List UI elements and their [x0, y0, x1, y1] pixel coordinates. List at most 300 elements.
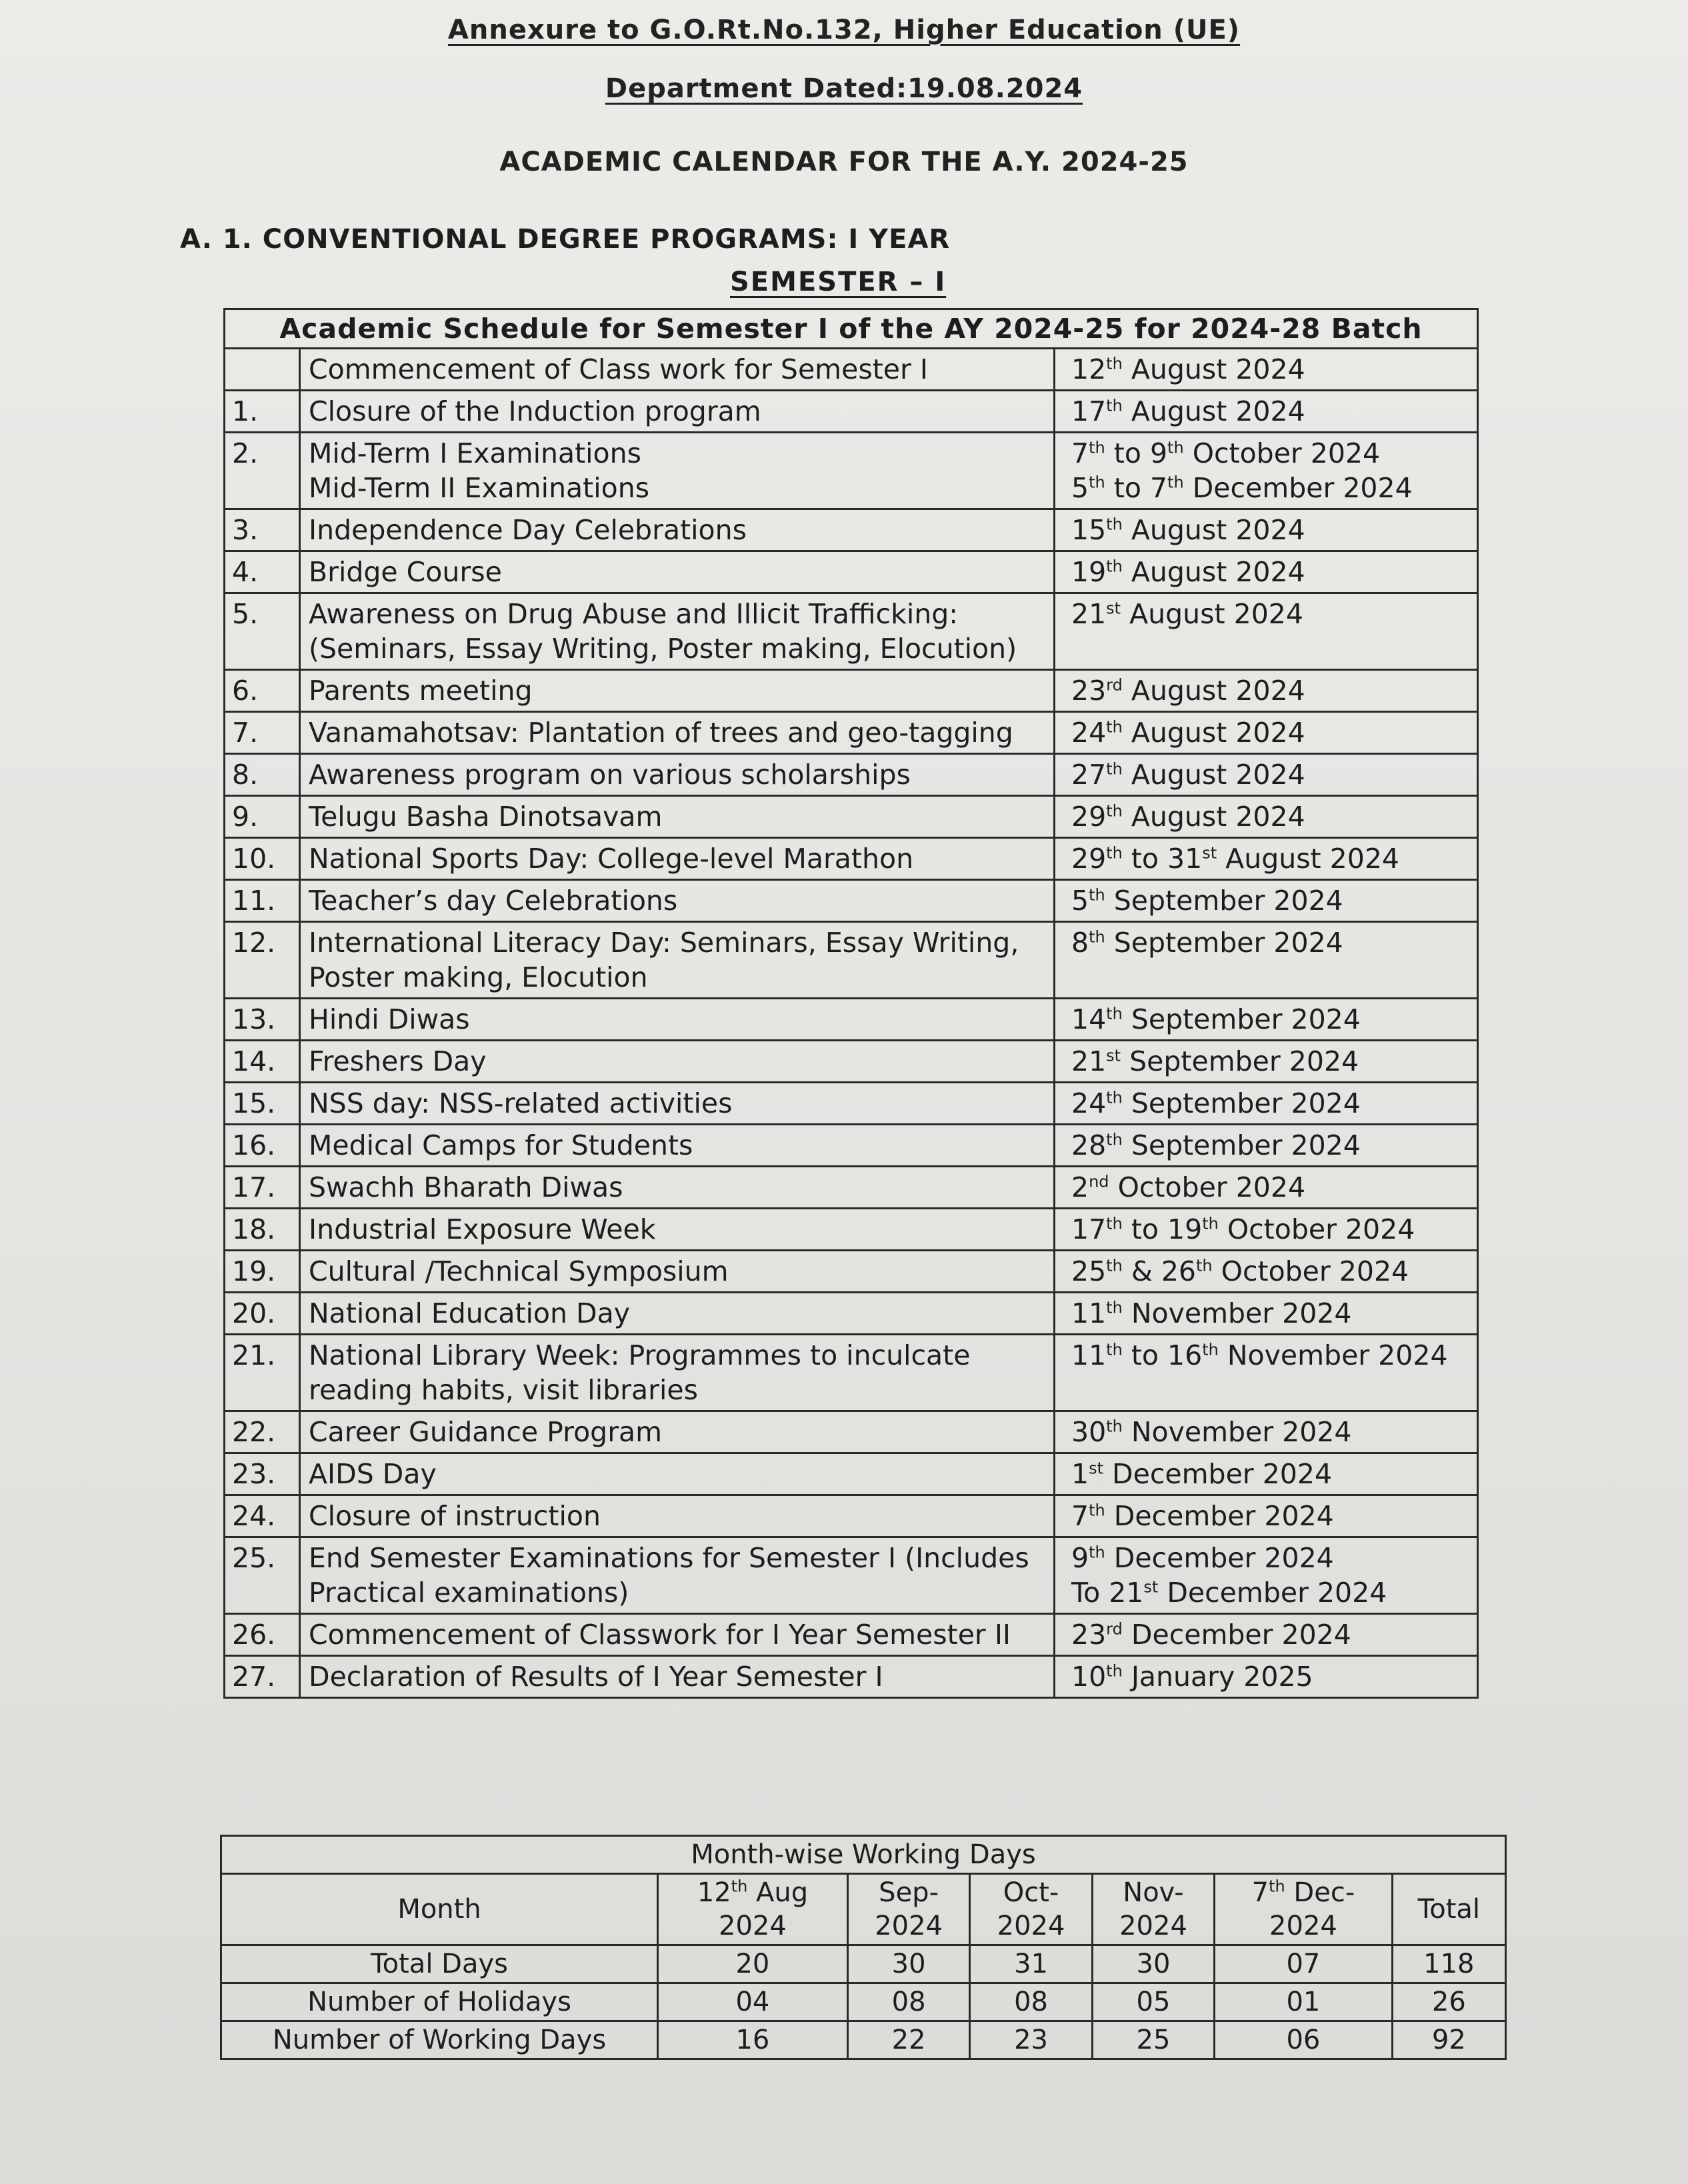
- date-line: [1071, 1575, 1469, 1610]
- month-text: Aug: [747, 1877, 809, 1908]
- date-cell: [1055, 880, 1478, 922]
- row-label: Total Days: [221, 1945, 658, 1983]
- row-number: 11.: [225, 880, 300, 922]
- event-name: Vanamahotsav: Plantation of trees and geo-tagging: [309, 717, 1013, 749]
- date-suffix: th: [1089, 1501, 1105, 1520]
- date-cell: [1055, 1614, 1478, 1656]
- total-header: Total: [1392, 1874, 1505, 1945]
- date-text: September 2024: [1122, 1087, 1361, 1119]
- event-name: Closure of the Induction program: [309, 395, 761, 427]
- date-line: [1071, 673, 1469, 708]
- date-cell: [1055, 838, 1478, 880]
- date-line: [1071, 1415, 1469, 1449]
- row-number: [225, 349, 300, 391]
- event-cell: [300, 712, 1055, 754]
- event-name: Awareness on Drug Abuse and Illicit Trafficking: (Seminars, Essay Writing, Poster making, Elocution): [309, 598, 1017, 665]
- date-line: [1071, 1044, 1469, 1079]
- schedule-row: [225, 922, 1478, 999]
- date-line: [1071, 1617, 1469, 1652]
- date-text: to 31: [1122, 843, 1203, 875]
- row-number: 5.: [225, 593, 300, 670]
- date-text: December 2024: [1105, 1542, 1334, 1574]
- date-suffix: th: [1106, 396, 1123, 415]
- date-suffix: th: [1106, 557, 1123, 576]
- date-text: & 26: [1122, 1255, 1197, 1287]
- date-line: [1071, 1659, 1469, 1694]
- month-line: [1219, 1876, 1387, 1909]
- date-suffix: th: [1089, 885, 1105, 905]
- schedule-row: [225, 349, 1478, 391]
- row-number: 25.: [225, 1537, 300, 1614]
- row-number: 20.: [225, 1293, 300, 1335]
- date-text: to 16: [1122, 1339, 1203, 1371]
- row-number: 1.: [225, 391, 300, 433]
- date-text: 12: [1071, 353, 1107, 385]
- date-line: [1071, 394, 1469, 429]
- event-name: Cultural /Technical Symposium: [309, 1255, 729, 1287]
- schedule-row: [225, 1251, 1478, 1293]
- date-text: November 2024: [1218, 1339, 1448, 1371]
- schedule-row: [225, 1411, 1478, 1453]
- date-text: 28: [1071, 1129, 1107, 1161]
- date-text: 17: [1071, 1213, 1107, 1245]
- date-text: November 2024: [1122, 1297, 1352, 1329]
- date-line: [1071, 1338, 1469, 1373]
- day-count: 25: [1092, 2021, 1214, 2059]
- date-text: 7: [1071, 1500, 1089, 1532]
- event-cell: [300, 999, 1055, 1041]
- date-suffix: th: [1089, 927, 1105, 947]
- month-text: 7: [1251, 1877, 1269, 1908]
- date-text: August 2024: [1122, 353, 1305, 385]
- month-text: Oct-: [1003, 1877, 1059, 1908]
- event-name: Bridge Course: [309, 556, 502, 588]
- date-text: 30: [1071, 1416, 1107, 1448]
- event-cell: [300, 1125, 1055, 1167]
- date-suffix: th: [1089, 438, 1105, 457]
- date-line: [1071, 1212, 1469, 1247]
- date-text: to 9: [1105, 437, 1168, 469]
- event-name: End Semester Examinations for Semester I (Includes Practical examinations): [309, 1542, 1029, 1609]
- row-number: 14.: [225, 1041, 300, 1083]
- event-cell: [300, 1209, 1055, 1251]
- working-days-title: Month-wise Working Days: [221, 1836, 1506, 1874]
- date-text: 5: [1071, 472, 1089, 504]
- date-text: August 2024: [1122, 759, 1305, 791]
- date-line: [1071, 841, 1469, 876]
- event-cell: [300, 1251, 1055, 1293]
- schedule-row: [225, 880, 1478, 922]
- date-text: January 2025: [1122, 1661, 1313, 1693]
- date-line: [1071, 1254, 1469, 1289]
- date-suffix: th: [1089, 473, 1105, 492]
- month-line: [975, 1876, 1087, 1909]
- day-count: 06: [1215, 2021, 1392, 2059]
- date-suffix: th: [1106, 1298, 1123, 1317]
- event-cell: [300, 880, 1055, 922]
- date-suffix: th: [1106, 1004, 1123, 1023]
- date-line: [1071, 555, 1469, 589]
- row-total: 118: [1392, 1945, 1505, 1983]
- event-cell: [300, 754, 1055, 796]
- date-line: [1071, 715, 1469, 750]
- date-text: 2: [1071, 1171, 1089, 1203]
- date-text: 19: [1071, 556, 1107, 588]
- event-cell: [300, 1411, 1055, 1453]
- date-text: October 2024: [1218, 1213, 1415, 1245]
- event-name: NSS day: NSS-related activities: [309, 1087, 733, 1119]
- date-text: To 21: [1071, 1577, 1144, 1609]
- working-days-table: [220, 1835, 1507, 2060]
- date-text: November 2024: [1122, 1416, 1352, 1448]
- date-suffix: rd: [1106, 1619, 1123, 1639]
- date-cell: [1055, 1125, 1478, 1167]
- event-cell: [300, 1083, 1055, 1125]
- row-number: 7.: [225, 712, 300, 754]
- event-cell: [300, 1614, 1055, 1656]
- month-year: 2024: [997, 1911, 1065, 1941]
- date-suffix: th: [1106, 515, 1123, 534]
- event-name: Hindi Diwas: [309, 1003, 470, 1035]
- event-name-secondary: Mid-Term II Examinations: [309, 472, 650, 504]
- date-text: 8: [1071, 927, 1089, 959]
- schedule-row: [225, 754, 1478, 796]
- date-cell: [1055, 1083, 1478, 1125]
- month-text: Nov-: [1123, 1877, 1184, 1908]
- row-number: 8.: [225, 754, 300, 796]
- date-suffix: th: [1106, 1088, 1123, 1107]
- month-text: Dec-: [1285, 1877, 1355, 1908]
- date-cell: [1055, 1656, 1478, 1698]
- schedule-row: [225, 1083, 1478, 1125]
- date-text: December 2024: [1183, 472, 1413, 504]
- date-text: 27: [1071, 759, 1107, 791]
- date-line: [1071, 757, 1469, 792]
- date-text: August 2024: [1122, 717, 1305, 749]
- row-total: 26: [1392, 1983, 1505, 2021]
- event-name: National Education Day: [309, 1297, 630, 1329]
- schedule-row: [225, 796, 1478, 838]
- date-line: [1071, 1499, 1469, 1533]
- date-text: August 2024: [1121, 598, 1303, 630]
- row-number: 24.: [225, 1495, 300, 1537]
- date-text: to 7: [1105, 472, 1168, 504]
- row-number: 12.: [225, 922, 300, 999]
- event-cell: [300, 433, 1055, 509]
- schedule-row: [225, 1209, 1478, 1251]
- date-suffix: th: [1167, 438, 1184, 457]
- working-days-row: [221, 2021, 1506, 2059]
- date-line: [1071, 513, 1469, 547]
- date-line: [1071, 597, 1469, 631]
- month-line: [1097, 1876, 1209, 1909]
- month-line: [663, 1876, 843, 1909]
- date-suffix: th: [1106, 801, 1123, 821]
- event-name: Commencement of Classwork for I Year Semester II: [309, 1619, 1011, 1651]
- row-number: 2.: [225, 433, 300, 509]
- day-count: 07: [1215, 1945, 1392, 1983]
- annexure-title: Annexure to G.O.Rt.No.132, Higher Education (UE): [447, 15, 1241, 45]
- date-suffix: th: [1106, 717, 1123, 737]
- event-cell: [300, 1537, 1055, 1614]
- date-text: August 2024: [1217, 843, 1400, 875]
- event-name: Medical Camps for Students: [309, 1129, 693, 1161]
- schedule-row: [225, 433, 1478, 509]
- row-number: 6.: [225, 670, 300, 712]
- date-text: December 2024: [1122, 1619, 1351, 1651]
- academic-schedule-table: [223, 308, 1479, 1699]
- date-line: [1071, 1086, 1469, 1121]
- month-column-header: [1092, 1874, 1214, 1945]
- row-label: Number of Working Days: [221, 2021, 658, 2059]
- date-suffix: st: [1106, 599, 1121, 618]
- date-text: 17: [1071, 395, 1107, 427]
- date-suffix: th: [1196, 1256, 1213, 1275]
- date-suffix: st: [1202, 843, 1217, 863]
- date-text: October 2024: [1183, 437, 1381, 469]
- date-suffix: th: [1106, 843, 1123, 863]
- schedule-row: [225, 1293, 1478, 1335]
- event-name: Commencement of Class work for Semester I: [309, 353, 928, 385]
- date-cell: [1055, 754, 1478, 796]
- event-name: Telugu Basha Dinotsavam: [309, 801, 663, 833]
- date-suffix: th: [1202, 1340, 1219, 1359]
- row-label: Number of Holidays: [221, 1983, 658, 2021]
- event-cell: [300, 1335, 1055, 1411]
- date-text: 21: [1071, 1045, 1107, 1077]
- row-number: 27.: [225, 1656, 300, 1698]
- date-suffix: st: [1106, 1046, 1121, 1065]
- date-text: to 19: [1122, 1213, 1203, 1245]
- schedule-row: [225, 1041, 1478, 1083]
- date-suffix: th: [1106, 1661, 1123, 1681]
- row-number: 4.: [225, 551, 300, 593]
- date-cell: [1055, 670, 1478, 712]
- department-date: Department Dated:19.08.2024: [605, 73, 1083, 104]
- date-text: 5: [1071, 885, 1089, 917]
- date-cell: [1055, 1167, 1478, 1209]
- event-cell: [300, 1656, 1055, 1698]
- date-suffix: th: [1106, 1214, 1123, 1233]
- schedule-row: [225, 1125, 1478, 1167]
- row-number: 10.: [225, 838, 300, 880]
- date-text: 1: [1071, 1458, 1089, 1490]
- event-name: Independence Day Celebrations: [309, 514, 747, 546]
- section-title: A. 1. CONVENTIONAL DEGREE PROGRAMS: I YEAR: [180, 224, 951, 255]
- date-text: September 2024: [1105, 927, 1343, 959]
- date-suffix: th: [1106, 1130, 1123, 1149]
- date-text: August 2024: [1122, 395, 1305, 427]
- date-text: 11: [1071, 1297, 1107, 1329]
- event-cell: [300, 838, 1055, 880]
- date-text: August 2024: [1122, 801, 1305, 833]
- date-text: 23: [1071, 1619, 1107, 1651]
- working-days-row: [221, 1945, 1506, 1983]
- date-cell: [1055, 551, 1478, 593]
- event-name: Career Guidance Program: [309, 1416, 663, 1448]
- event-name: International Literacy Day: Seminars, Essay Writing, Poster making, Elocution: [309, 927, 1019, 993]
- date-cell: [1055, 349, 1478, 391]
- date-line: [1071, 1170, 1469, 1205]
- month-suffix: th: [1269, 1877, 1285, 1896]
- month-column-header: [1215, 1874, 1392, 1945]
- row-number: 3.: [225, 509, 300, 551]
- row-number: 23.: [225, 1453, 300, 1495]
- date-text: 25: [1071, 1255, 1107, 1287]
- date-cell: [1055, 712, 1478, 754]
- date-line: [1071, 1128, 1469, 1163]
- date-text: December 2024: [1103, 1458, 1333, 1490]
- day-count: 04: [658, 1983, 848, 2021]
- event-name: National Library Week: Programmes to inculcate reading habits, visit libraries: [309, 1339, 971, 1406]
- date-suffix: st: [1089, 1459, 1104, 1478]
- date-text: December 2024: [1158, 1577, 1387, 1609]
- schedule-row: [225, 1656, 1478, 1698]
- date-suffix: th: [1106, 1417, 1123, 1436]
- date-cell: [1055, 1251, 1478, 1293]
- date-line: [1071, 1002, 1469, 1037]
- day-count: 31: [970, 1945, 1092, 1983]
- schedule-row: [225, 1537, 1478, 1614]
- event-name: Industrial Exposure Week: [309, 1213, 656, 1245]
- event-name: Awareness program on various scholarships: [309, 759, 911, 791]
- month-column-header: [658, 1874, 848, 1945]
- date-line: [1071, 471, 1469, 505]
- event-name: Mid-Term I Examinations: [309, 437, 641, 469]
- date-suffix: th: [1106, 759, 1123, 779]
- schedule-row: [225, 1614, 1478, 1656]
- date-line: [1071, 1296, 1469, 1331]
- date-text: 7: [1071, 437, 1089, 469]
- date-suffix: th: [1202, 1214, 1219, 1233]
- working-days-row: [221, 1983, 1506, 2021]
- row-number: 22.: [225, 1411, 300, 1453]
- date-line: [1071, 1541, 1469, 1575]
- month-header: Month: [221, 1874, 658, 1945]
- date-cell: [1055, 1335, 1478, 1411]
- semester-title: SEMESTER – I: [730, 267, 947, 297]
- event-cell: [300, 922, 1055, 999]
- row-number: 19.: [225, 1251, 300, 1293]
- month-column-header: [847, 1874, 969, 1945]
- day-count: 23: [970, 2021, 1092, 2059]
- date-suffix: nd: [1089, 1172, 1109, 1191]
- row-number: 13.: [225, 999, 300, 1041]
- date-suffix: th: [1106, 1256, 1123, 1275]
- date-text: 11: [1071, 1339, 1107, 1371]
- event-name: Declaration of Results of I Year Semester I: [309, 1661, 883, 1693]
- date-line: [1071, 799, 1469, 834]
- event-cell: [300, 551, 1055, 593]
- date-text: December 2024: [1105, 1500, 1334, 1532]
- event-name: Freshers Day: [309, 1045, 487, 1077]
- date-suffix: rd: [1106, 675, 1123, 695]
- date-text: October 2024: [1109, 1171, 1306, 1203]
- day-count: 08: [970, 1983, 1092, 2021]
- date-cell: [1055, 999, 1478, 1041]
- date-cell: [1055, 1453, 1478, 1495]
- schedule-row: [225, 838, 1478, 880]
- month-column-header: [970, 1874, 1092, 1945]
- day-count: 08: [847, 1983, 969, 2021]
- schedule-row: [225, 593, 1478, 670]
- row-number: 17.: [225, 1167, 300, 1209]
- schedule-row: [225, 1167, 1478, 1209]
- date-text: August 2024: [1122, 675, 1305, 707]
- event-name: Closure of instruction: [309, 1500, 601, 1532]
- calendar-title: ACADEMIC CALENDAR FOR THE A.Y. 2024-25: [499, 147, 1189, 177]
- date-cell: [1055, 593, 1478, 670]
- event-cell: [300, 670, 1055, 712]
- row-number: 16.: [225, 1125, 300, 1167]
- event-name: National Sports Day: College-level Marathon: [309, 843, 914, 875]
- date-text: 23: [1071, 675, 1107, 707]
- date-text: September 2024: [1122, 1003, 1361, 1035]
- day-count: 16: [658, 2021, 848, 2059]
- event-cell: [300, 391, 1055, 433]
- event-cell: [300, 1495, 1055, 1537]
- event-cell: [300, 796, 1055, 838]
- event-cell: [300, 1293, 1055, 1335]
- date-cell: [1055, 433, 1478, 509]
- event-name: Parents meeting: [309, 675, 533, 707]
- event-name: Teacher’s day Celebrations: [309, 885, 678, 917]
- date-cell: [1055, 391, 1478, 433]
- month-line: [853, 1876, 965, 1909]
- date-line: [1071, 1457, 1469, 1491]
- date-suffix: st: [1143, 1577, 1159, 1597]
- date-cell: [1055, 922, 1478, 999]
- schedule-row: [225, 551, 1478, 593]
- date-text: 24: [1071, 1087, 1107, 1119]
- row-total: 92: [1392, 2021, 1505, 2059]
- event-cell: [300, 509, 1055, 551]
- date-cell: [1055, 1495, 1478, 1537]
- event-name: Swachh Bharath Diwas: [309, 1171, 623, 1203]
- date-text: September 2024: [1105, 885, 1343, 917]
- date-cell: [1055, 1209, 1478, 1251]
- date-text: 21: [1071, 598, 1107, 630]
- date-line: [1071, 352, 1469, 387]
- row-number: 15.: [225, 1083, 300, 1125]
- event-cell: [300, 1167, 1055, 1209]
- month-year: 2024: [719, 1911, 787, 1941]
- row-number: 21.: [225, 1335, 300, 1411]
- date-suffix: th: [1167, 473, 1184, 492]
- date-text: 24: [1071, 717, 1107, 749]
- schedule-title: Academic Schedule for Semester I of the AY 2024-25 for 2024-28 Batch: [225, 309, 1478, 349]
- date-line: [1071, 436, 1469, 471]
- date-text: August 2024: [1122, 514, 1305, 546]
- day-count: 20: [658, 1945, 848, 1983]
- date-text: 29: [1071, 801, 1107, 833]
- day-count: 30: [1092, 1945, 1214, 1983]
- event-cell: [300, 1453, 1055, 1495]
- schedule-row: [225, 509, 1478, 551]
- date-cell: [1055, 1537, 1478, 1614]
- date-text: 15: [1071, 514, 1107, 546]
- date-text: August 2024: [1122, 556, 1305, 588]
- day-count: 22: [847, 2021, 969, 2059]
- date-suffix: th: [1106, 1340, 1123, 1359]
- row-number: 9.: [225, 796, 300, 838]
- event-cell: [300, 1041, 1055, 1083]
- event-cell: [300, 593, 1055, 670]
- schedule-row: [225, 1453, 1478, 1495]
- date-text: October 2024: [1212, 1255, 1409, 1287]
- date-text: 9: [1071, 1542, 1089, 1574]
- event-cell: [300, 349, 1055, 391]
